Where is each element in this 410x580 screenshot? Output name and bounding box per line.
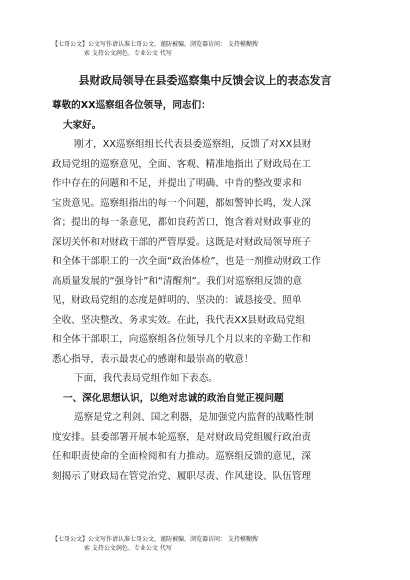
- header-line-1: 【七哥公文】公文写作请认准七哥公文、谨防被骗，浏览器访问： 支持模糊搜: [52, 41, 258, 48]
- paragraph-line: 作中存在的问题和不足，并提出了明确、中肯的整改要求和: [52, 178, 302, 189]
- paragraph-line: 巡察是党之利剑、国之利器，是加强党内监督的战略性制: [74, 412, 314, 423]
- paragraph-line: 宝贵意见。巡察组指出的每一个问题，都如警钟长鸣，发人深: [52, 197, 312, 209]
- page-footer-notice: [52, 535, 382, 553]
- paragraph-line: 深切关怀和对财政干部的严管厚爱。这既是对财政局领导班子: [52, 236, 312, 248]
- paragraph-line: 见，财政局党组的态度是鲜明的、坚决的：诚恳接受、照单: [52, 295, 302, 306]
- footer-line-1: 【七哥公文】公文写作请认准七哥公文、谨防被骗，浏览器访问： 支持模糊搜: [52, 536, 258, 543]
- greeting: 大家好。: [63, 119, 102, 131]
- paragraph-line: 政局党组的巡察意见，全面、客观、精准地指出了财政局在工: [52, 158, 312, 170]
- paragraph-line: 和全体干部职工的一次全面“政治体检”，也是一剂推动财政工作: [52, 256, 321, 267]
- paragraph-line: 高质量发展的“强身针”和“清醒剂”。我们对巡察组反馈的意: [52, 275, 303, 287]
- paragraph-line: 省；提出的每一条意见，都如良药苦口，饱含着对财政事业的: [52, 217, 312, 228]
- document-body: [52, 96, 362, 486]
- salutation: 尊敬的XX巡察组各位领导，同志们：: [52, 100, 211, 111]
- section-heading: 一、深化思想认识，以绝对忠诚的政治自觉正视问题: [63, 392, 284, 404]
- paragraph-line: 刚才，XX巡察组组长代表县委巡察组，反馈了对XX县财: [74, 139, 312, 150]
- page-header-notice: [52, 40, 382, 58]
- header-line-2: 索 支持公文润色、专业公文 代写: [84, 50, 172, 57]
- paragraph-line: 和全体干部职工，向巡察组各位领导几个月以来的辛勤工作和: [52, 334, 312, 345]
- paragraph-line: 悉心指导，表示最衷心的感谢和最崇高的敬意！: [52, 353, 254, 365]
- document-title: 县财政局领导在县委巡察集中反馈会议上的表态发言: [78, 74, 332, 87]
- paragraph-line: 任和职责使命的全面检阅和有力推动。巡察组反馈的意见，深: [52, 451, 312, 462]
- paragraph-line: 刻揭示了财政局在管党治党、履职尽责、作风建设、队伍管理: [52, 470, 312, 482]
- paragraph-line: 度安排。县委部署开展本轮巡察，是对财政局党组履行政治责: [52, 431, 312, 443]
- paragraph-line: 全收、坚决整改、务求实效。在此，我代表XX县财政局党组: [52, 314, 305, 326]
- paragraph-line: 下面，我代表局党组作如下表态。: [74, 373, 218, 384]
- footer-line-2: 索 支持公文润色、专业公文 代写: [84, 545, 172, 552]
